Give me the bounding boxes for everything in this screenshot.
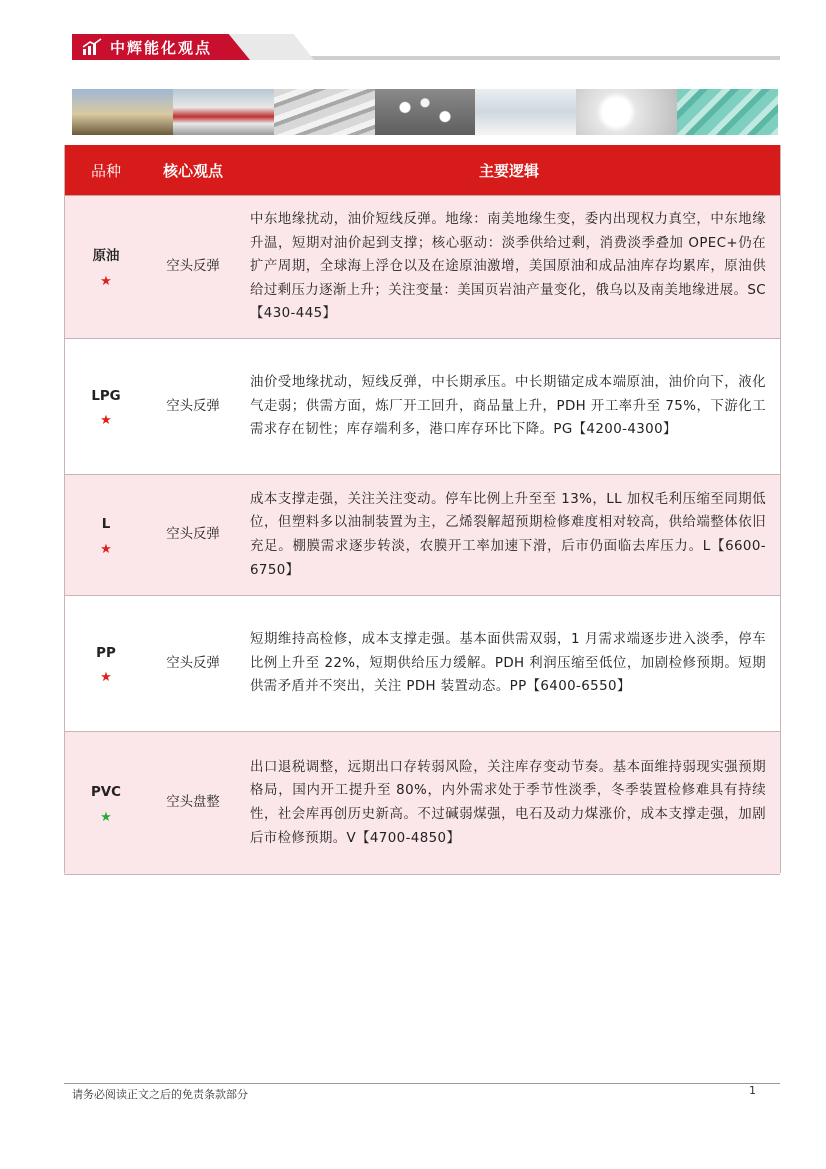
- red-star-icon: ★: [100, 273, 112, 289]
- green-star-icon: ★: [100, 809, 112, 825]
- footer-divider: [64, 1083, 780, 1084]
- table-row: [64, 475, 780, 596]
- main-logic: 成本支撑走强，关注关注变动。停车比例上升至至 13%，LL 加权毛利压缩至同期低位，但塑料多以油制装置为主，乙烯裂解超预期检修难度相对较高，供给端整体依旧充足。棚膜需求逐步转淡，农膜开工率加速下滑，后市仍面临去库压力。L【6600-6750】: [238, 475, 780, 596]
- product-name: LPG: [91, 388, 121, 404]
- product-cell: [64, 596, 148, 732]
- lpg-tank-icon: [173, 89, 274, 135]
- main-logic: 出口退税调整，远期出口存转弱风险，关注库存变动节奏。基本面维持弱现实强预期格局，国内开工提升至 80%，内外需求处于季节性淡季，冬季装置检修难具有持续性，社会库再创历史新高。不过碱弱煤强，电石及动力煤涨价，成本支撑走强，加剧后市检修预期。V【4700-4850】: [238, 732, 780, 875]
- plastic-pellets-icon: [375, 89, 476, 135]
- footer-disclaimer: 请务必阅读正文之后的免责条款部分: [72, 1088, 248, 1101]
- product-cell: [64, 732, 148, 875]
- main-logic: 短期维持高检修，成本支撑走强。基本面供需双弱，1 月需求端逐步进入淡季，停车比例上升至 22%，短期供给压力缓解。PDH 利润压缩至低位，加剧检修预期。短期供需矛盾并不突出，关注 PDH 装置动态。PP【6400-6550】: [238, 596, 780, 732]
- core-view: 空头反弹: [148, 596, 238, 732]
- table-left-border: [64, 145, 65, 873]
- commodity-image-strip: [72, 89, 778, 135]
- white-granules-icon: [576, 89, 677, 135]
- product-name: L: [101, 517, 111, 533]
- core-view: 空头反弹: [148, 339, 238, 475]
- main-logic: 油价受地缘扰动，短线反弹，中长期承压。中长期锚定成本端原油，油价向下，液化气走弱；供需方面，炼厂开工回升，商品量上升，PDH 开工率升至 75%，下游化工需求存在韧性；库存端利多，港口库存环比下降。PG【4200-4300】: [238, 339, 780, 475]
- core-view: 空头盘整: [148, 732, 238, 875]
- glass-sheets-icon: [677, 89, 778, 135]
- table-right-border: [780, 145, 781, 873]
- core-view: 空头反弹: [148, 475, 238, 596]
- red-star-icon: ★: [100, 413, 112, 429]
- table-row: [64, 732, 780, 875]
- product-cell: [64, 196, 148, 339]
- table-row: [64, 196, 780, 339]
- red-star-icon: ★: [100, 541, 112, 557]
- header-divider: [250, 56, 780, 60]
- header-banner: [72, 30, 780, 64]
- table-row: [64, 596, 780, 732]
- table-row: [64, 339, 780, 475]
- product-name: PP: [96, 645, 116, 661]
- core-view: 空头反弹: [148, 196, 238, 339]
- main-logic: 中东地缘扰动，油价短线反弹。地缘：南美地缘生变，委内出现权力真空，中东地缘升温，短期对油价起到支撑；核心驱动：淡季供给过剩，消费淡季叠加 OPEC+仍在扩产周期，全球海上浮仓以及在途原油激增，美国原油和成品油库存均累库，原油供给过剩压力逐渐上升；关注变量：美国页岩油产量变化，俄乌以及南美地缘进展。SC【430-445】: [238, 196, 780, 339]
- header-product: 品种: [64, 145, 148, 196]
- header-title: 中辉能化观点: [110, 39, 213, 57]
- table-header-row: [64, 145, 780, 196]
- chemical-jar-icon: [475, 89, 576, 135]
- product-cell: [64, 339, 148, 475]
- product-name: 原油: [92, 249, 120, 265]
- red-star-icon: ★: [100, 670, 112, 686]
- commodity-view-table: [64, 145, 780, 875]
- header-core-view: 核心观点: [148, 145, 238, 196]
- header-main-logic: 主要逻辑: [238, 145, 780, 196]
- oil-pumpjack-icon: [72, 89, 173, 135]
- pipes-icon: [274, 89, 375, 135]
- bar-chart-logo-icon: [82, 38, 102, 56]
- product-cell: [64, 475, 148, 596]
- page-number: 1: [749, 1084, 756, 1097]
- product-name: PVC: [90, 785, 121, 801]
